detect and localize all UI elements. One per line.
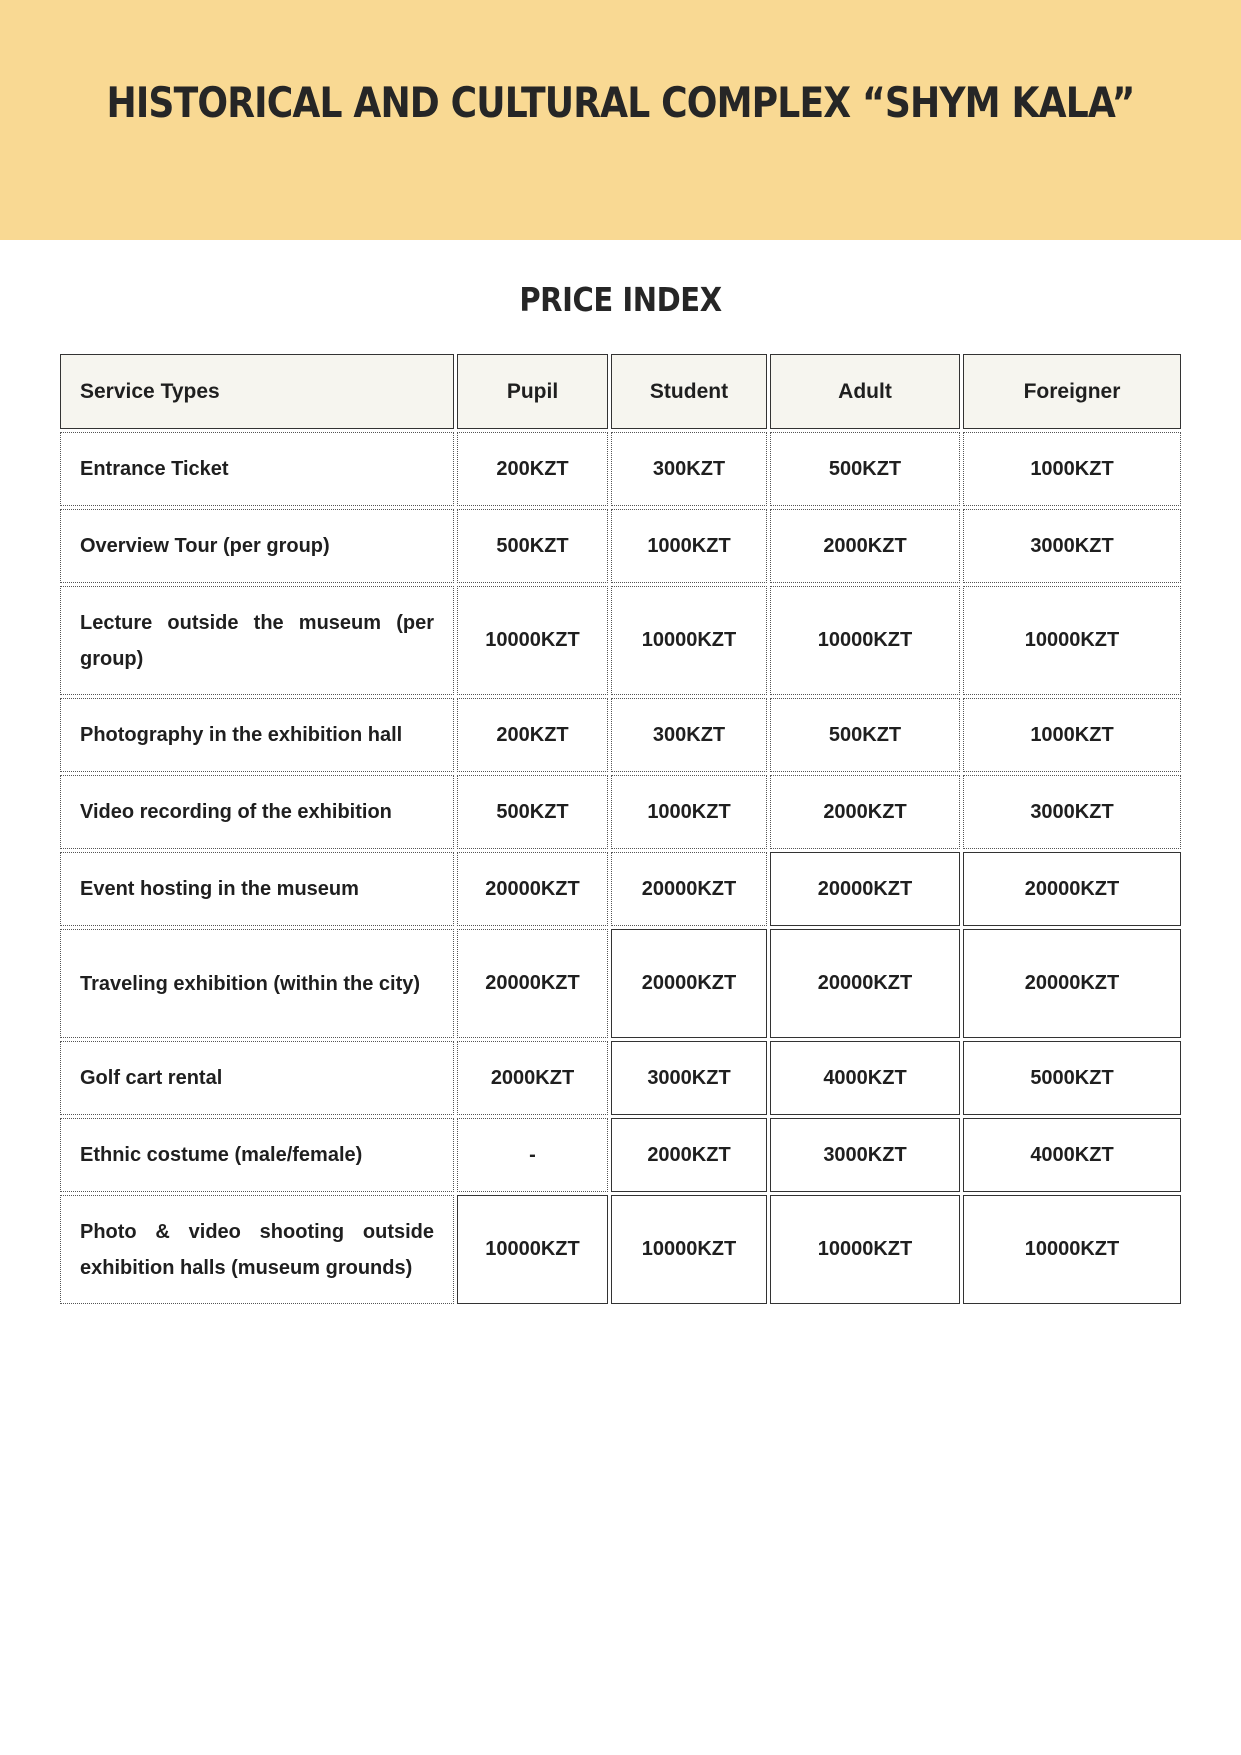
pupil-price: 10000KZT: [457, 1195, 608, 1304]
student-price: 10000KZT: [611, 586, 767, 695]
pupil-price: 20000KZT: [457, 852, 608, 926]
student-price: 2000KZT: [611, 1118, 767, 1192]
adult-price: 2000KZT: [770, 509, 960, 583]
foreigner-price: 3000KZT: [963, 775, 1181, 849]
pupil-price: 500KZT: [457, 509, 608, 583]
adult-price: 10000KZT: [770, 1195, 960, 1304]
header-pupil: Pupil: [457, 354, 608, 429]
service-cell: Entrance Ticket: [60, 432, 454, 506]
pupil-price: 200KZT: [457, 432, 608, 506]
pupil-price: 10000KZT: [457, 586, 608, 695]
pupil-price: 2000KZT: [457, 1041, 608, 1115]
section-title: PRICE INDEX: [519, 280, 722, 319]
adult-price: 10000KZT: [770, 586, 960, 695]
table-header-row: [60, 354, 1181, 429]
student-price: 20000KZT: [611, 929, 767, 1038]
table-row: [60, 775, 1181, 849]
student-price: 20000KZT: [611, 852, 767, 926]
student-price: 300KZT: [611, 432, 767, 506]
student-price: 10000KZT: [611, 1195, 767, 1304]
price-table: [57, 351, 1184, 1307]
header-student: Student: [611, 354, 767, 429]
pupil-price: 500KZT: [457, 775, 608, 849]
service-cell: Golf cart rental: [60, 1041, 454, 1115]
header-service-types: Service Types: [60, 354, 454, 429]
foreigner-price: 10000KZT: [963, 1195, 1181, 1304]
foreigner-price: 4000KZT: [963, 1118, 1181, 1192]
pupil-price: 200KZT: [457, 698, 608, 772]
foreigner-price: 1000KZT: [963, 432, 1181, 506]
adult-price: 500KZT: [770, 432, 960, 506]
foreigner-price: 20000KZT: [963, 852, 1181, 926]
service-cell: Photo & video shooting outside exhibition halls (museum grounds): [60, 1195, 454, 1304]
foreigner-price: 10000KZT: [963, 586, 1181, 695]
service-cell: Photography in the exhibition hall: [60, 698, 454, 772]
service-cell: Lecture outside the museum (per group): [60, 586, 454, 695]
service-cell: Video recording of the exhibition: [60, 775, 454, 849]
service-cell: Ethnic costume (male/female): [60, 1118, 454, 1192]
table-row: [60, 432, 1181, 506]
table-row: [60, 1195, 1181, 1304]
document-title: HISTORICAL AND CULTURAL COMPLEX “SHYM KALA”: [106, 78, 1135, 127]
service-cell: Event hosting in the museum: [60, 852, 454, 926]
adult-price: 500KZT: [770, 698, 960, 772]
service-cell: Traveling exhibition (within the city): [60, 929, 454, 1038]
student-price: 300KZT: [611, 698, 767, 772]
table-row: [60, 509, 1181, 583]
adult-price: 2000KZT: [770, 775, 960, 849]
adult-price: 20000KZT: [770, 929, 960, 1038]
table-row: [60, 1118, 1181, 1192]
header-adult: Adult: [770, 354, 960, 429]
foreigner-price: 5000KZT: [963, 1041, 1181, 1115]
adult-price: 3000KZT: [770, 1118, 960, 1192]
table-row: [60, 852, 1181, 926]
pupil-price: 20000KZT: [457, 929, 608, 1038]
table-row: [60, 1041, 1181, 1115]
table-row: [60, 929, 1181, 1038]
foreigner-price: 1000KZT: [963, 698, 1181, 772]
student-price: 1000KZT: [611, 509, 767, 583]
header-foreigner: Foreigner: [963, 354, 1181, 429]
adult-price: 20000KZT: [770, 852, 960, 926]
adult-price: 4000KZT: [770, 1041, 960, 1115]
table-row: [60, 698, 1181, 772]
table-row: [60, 586, 1181, 695]
service-cell: Overview Tour (per group): [60, 509, 454, 583]
student-price: 1000KZT: [611, 775, 767, 849]
foreigner-price: 20000KZT: [963, 929, 1181, 1038]
pupil-price: -: [457, 1118, 608, 1192]
foreigner-price: 3000KZT: [963, 509, 1181, 583]
student-price: 3000KZT: [611, 1041, 767, 1115]
